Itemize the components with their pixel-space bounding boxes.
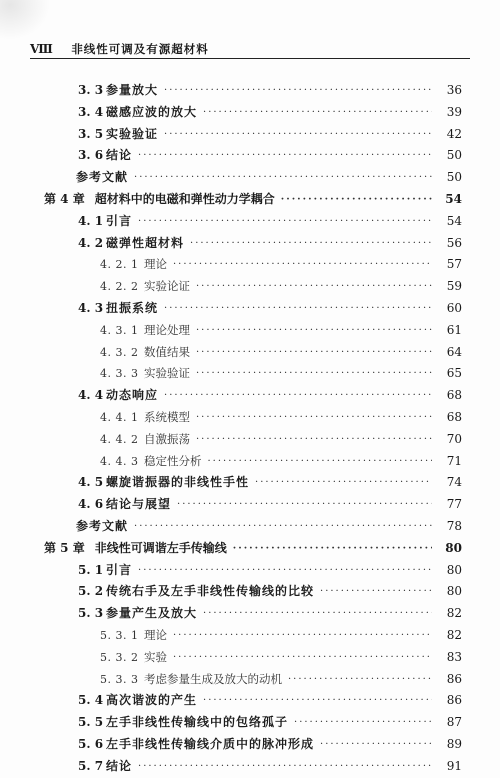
toc-dot-leader — [320, 734, 432, 756]
toc-entry[interactable] — [0, 385, 500, 407]
page-header — [30, 38, 470, 56]
toc-dot-leader — [177, 494, 432, 516]
toc-entry-page: 59 — [446, 279, 462, 294]
toc-dot-leader — [203, 603, 432, 625]
toc-entry-page: 70 — [446, 431, 462, 446]
toc-entry-title: 高次谐波的产生 — [106, 693, 198, 708]
toc-entry-page: 36 — [446, 83, 462, 97]
toc-entry-page: 61 — [446, 322, 462, 337]
toc-entry-number: 4. 3 — [78, 300, 104, 315]
toc-entry[interactable] — [0, 124, 500, 146]
toc-entry-title: 磁弹性超材料 — [106, 235, 185, 250]
table-of-contents — [0, 80, 500, 778]
toc-entry-page: 83 — [446, 649, 462, 664]
toc-entry-title: 左手非线性传输线中的包络孤子 — [106, 715, 289, 730]
toc-entry[interactable] — [0, 603, 500, 625]
toc-entry[interactable] — [0, 516, 500, 538]
toc-entry[interactable] — [0, 167, 500, 189]
toc-entry[interactable] — [0, 145, 500, 167]
toc-dot-leader — [294, 712, 432, 734]
toc-entry-title: 参考文献 — [76, 170, 129, 185]
toc-entry-title: 自激振荡 — [144, 431, 190, 446]
toc-entry[interactable] — [0, 102, 500, 124]
toc-entry-page: 86 — [446, 671, 462, 686]
toc-entry-number: 3. 5 — [78, 126, 104, 141]
toc-entry-number: 3. 3 — [78, 83, 104, 97]
toc-entry[interactable] — [0, 625, 500, 647]
toc-entry[interactable] — [0, 233, 500, 255]
toc-entry-title: 实验验证 — [144, 366, 190, 381]
toc-entry-number: 4. 2. 1 — [100, 258, 139, 272]
toc-dot-leader — [203, 690, 432, 712]
toc-entry-number: 4. 1 — [78, 213, 104, 228]
toc-entry-title: 结论 — [106, 148, 133, 163]
toc-entry-page: 77 — [446, 497, 462, 512]
toc-dot-leader — [164, 298, 432, 320]
toc-entry-page: 68 — [446, 388, 462, 403]
toc-entry-number: 5. 3. 1 — [100, 628, 139, 642]
toc-entry-number: 4. 3. 2 — [100, 345, 139, 359]
toc-dot-leader — [134, 516, 432, 538]
page-corner-shadow — [0, 0, 50, 40]
toc-entry[interactable] — [0, 189, 500, 211]
toc-entry-number: 5. 3 — [78, 606, 104, 621]
toc-entry-number: 5. 5 — [78, 715, 104, 730]
page-number: Ⅷ — [30, 42, 54, 56]
book-title: 非线性可调及有源超材料 — [71, 42, 209, 56]
toc-entry-number: 4. 3. 3 — [100, 367, 139, 381]
toc-entry[interactable] — [0, 276, 500, 298]
toc-dot-leader — [164, 385, 432, 407]
toc-entry-page: 57 — [446, 257, 462, 272]
header-rule — [30, 58, 470, 59]
toc-dot-leader — [138, 145, 432, 167]
toc-dot-leader — [255, 472, 432, 494]
toc-entry-title: 系统模型 — [144, 409, 190, 424]
toc-entry-page: 89 — [446, 736, 462, 751]
toc-entry-page: 80 — [445, 540, 462, 555]
toc-entry[interactable] — [0, 581, 500, 603]
toc-dot-leader — [138, 756, 432, 778]
toc-entry-title: 实验论证 — [144, 279, 190, 294]
toc-entry-page: 86 — [446, 693, 462, 708]
toc-entry[interactable] — [0, 342, 500, 364]
toc-entry-title: 数值结果 — [144, 344, 190, 359]
toc-dot-leader — [203, 102, 432, 124]
toc-dot-leader — [190, 233, 432, 255]
toc-entry-number: 5. 4 — [78, 693, 104, 708]
toc-entry[interactable] — [0, 298, 500, 320]
toc-dot-leader — [208, 451, 433, 473]
toc-entry-page: 54 — [445, 191, 462, 206]
toc-entry-page: 68 — [446, 409, 462, 424]
toc-entry-number: 4. 3. 1 — [100, 323, 139, 337]
toc-entry-page: 82 — [446, 606, 462, 621]
toc-dot-leader — [196, 320, 432, 342]
toc-entry-number: 第 4 章 — [44, 191, 85, 206]
toc-entry-number: 4. 2 — [78, 235, 104, 250]
toc-entry-title: 考虑参量生成及放大的动机 — [144, 671, 282, 686]
toc-entry[interactable] — [0, 451, 500, 473]
toc-entry-page: 50 — [446, 170, 462, 185]
toc-entry-title: 稳定性分析 — [144, 453, 202, 468]
toc-dot-leader — [173, 254, 432, 276]
toc-entry[interactable] — [0, 734, 500, 756]
toc-entry[interactable] — [0, 756, 500, 778]
toc-dot-leader — [196, 276, 432, 298]
toc-entry-page: 71 — [446, 453, 462, 468]
toc-entry-title: 理论 — [144, 257, 167, 272]
toc-entry[interactable] — [0, 538, 500, 560]
toc-entry-page: 42 — [446, 126, 462, 141]
toc-entry-number: 5. 1 — [78, 562, 104, 577]
toc-entry-page: 87 — [446, 715, 462, 730]
toc-dot-leader — [173, 625, 432, 647]
toc-entry-page: 80 — [446, 562, 462, 577]
toc-entry-title: 参考文献 — [76, 518, 129, 533]
toc-entry-number: 5. 2 — [78, 584, 104, 599]
toc-entry-number: 4. 2. 2 — [100, 280, 139, 294]
toc-entry-number: 4. 4. 3 — [100, 454, 139, 468]
toc-entry-page: 39 — [446, 104, 462, 119]
toc-entry-title: 动态响应 — [106, 388, 159, 403]
toc-entry-number: 5. 6 — [78, 736, 104, 751]
toc-dot-leader — [288, 669, 432, 691]
toc-entry-number: 5. 3. 2 — [100, 650, 139, 664]
toc-entry-number: 3. 4 — [78, 104, 104, 119]
toc-entry[interactable] — [0, 363, 500, 385]
toc-entry-page: 60 — [446, 300, 462, 315]
toc-entry[interactable] — [0, 647, 500, 669]
toc-entry-title: 引言 — [106, 562, 133, 577]
toc-entry-title: 理论处理 — [144, 322, 190, 337]
toc-entry[interactable] — [0, 712, 500, 734]
toc-dot-leader — [173, 647, 432, 669]
toc-entry[interactable] — [0, 254, 500, 276]
toc-dot-leader — [281, 189, 432, 211]
toc-entry-title: 理论 — [144, 627, 167, 642]
toc-entry-page: 65 — [446, 366, 462, 381]
toc-dot-leader — [196, 342, 432, 364]
toc-entry-number: 4. 4 — [78, 388, 104, 403]
toc-entry-number: 3. 6 — [78, 148, 104, 163]
toc-entry[interactable] — [0, 472, 500, 494]
toc-entry[interactable] — [0, 690, 500, 712]
toc-entry-page: 82 — [446, 627, 462, 642]
toc-dot-leader — [233, 538, 432, 560]
toc-entry-number: 4. 4. 1 — [100, 410, 139, 424]
toc-entry[interactable] — [0, 429, 500, 451]
toc-entry-title: 引言 — [106, 213, 133, 228]
toc-dot-leader — [320, 581, 432, 603]
toc-dot-leader — [164, 124, 432, 146]
toc-entry-title: 实验 — [144, 649, 167, 664]
toc-entry-title: 非线性可调谐左手传输线 — [94, 540, 227, 555]
toc-entry-title: 参量放大 — [106, 83, 159, 97]
toc-entry-title: 传统右手及左手非线性传输线的比较 — [106, 584, 315, 599]
toc-entry[interactable] — [0, 211, 500, 233]
toc-entry-page: 91 — [446, 758, 462, 773]
toc-entry[interactable] — [0, 80, 500, 102]
toc-entry-title: 超材料中的电磁和弹性动力学耦合 — [94, 191, 275, 206]
toc-entry-title: 参量产生及放大 — [106, 606, 198, 621]
toc-dot-leader — [138, 560, 432, 582]
toc-entry[interactable] — [0, 494, 500, 516]
toc-entry-number: 5. 3. 3 — [100, 672, 139, 686]
toc-entry-page: 50 — [446, 148, 462, 163]
toc-entry-page: 54 — [446, 213, 462, 228]
toc-entry-number: 第 5 章 — [44, 540, 85, 555]
toc-dot-leader — [138, 211, 432, 233]
toc-dot-leader — [164, 80, 432, 102]
toc-entry-number: 4. 6 — [78, 497, 104, 512]
toc-entry-page: 64 — [446, 344, 462, 359]
toc-entry-page: 74 — [446, 475, 462, 490]
toc-entry-title: 螺旋谐振器的非线性手性 — [106, 475, 250, 490]
toc-entry[interactable] — [0, 320, 500, 342]
toc-entry-title: 左手非线性传输线介质中的脉冲形成 — [106, 736, 315, 751]
toc-entry-title: 结论 — [106, 758, 133, 773]
toc-entry[interactable] — [0, 669, 500, 691]
toc-entry-title: 磁感应波的放大 — [106, 104, 198, 119]
toc-entry-number: 4. 4. 2 — [100, 432, 139, 446]
toc-entry-title: 扭振系统 — [106, 300, 159, 315]
toc-entry-page: 80 — [446, 584, 462, 599]
toc-entry-page: 78 — [446, 518, 462, 533]
toc-dot-leader — [196, 363, 432, 385]
toc-entry[interactable] — [0, 407, 500, 429]
toc-dot-leader — [196, 407, 432, 429]
toc-entry-title: 结论与展望 — [106, 497, 172, 512]
toc-entry-number: 5. 7 — [78, 758, 104, 773]
toc-entry-number: 4. 5 — [78, 475, 104, 490]
toc-dot-leader — [134, 167, 432, 189]
toc-entry-page: 56 — [446, 235, 462, 250]
toc-entry[interactable] — [0, 560, 500, 582]
toc-dot-leader — [196, 429, 432, 451]
toc-entry-title: 实验验证 — [106, 126, 159, 141]
